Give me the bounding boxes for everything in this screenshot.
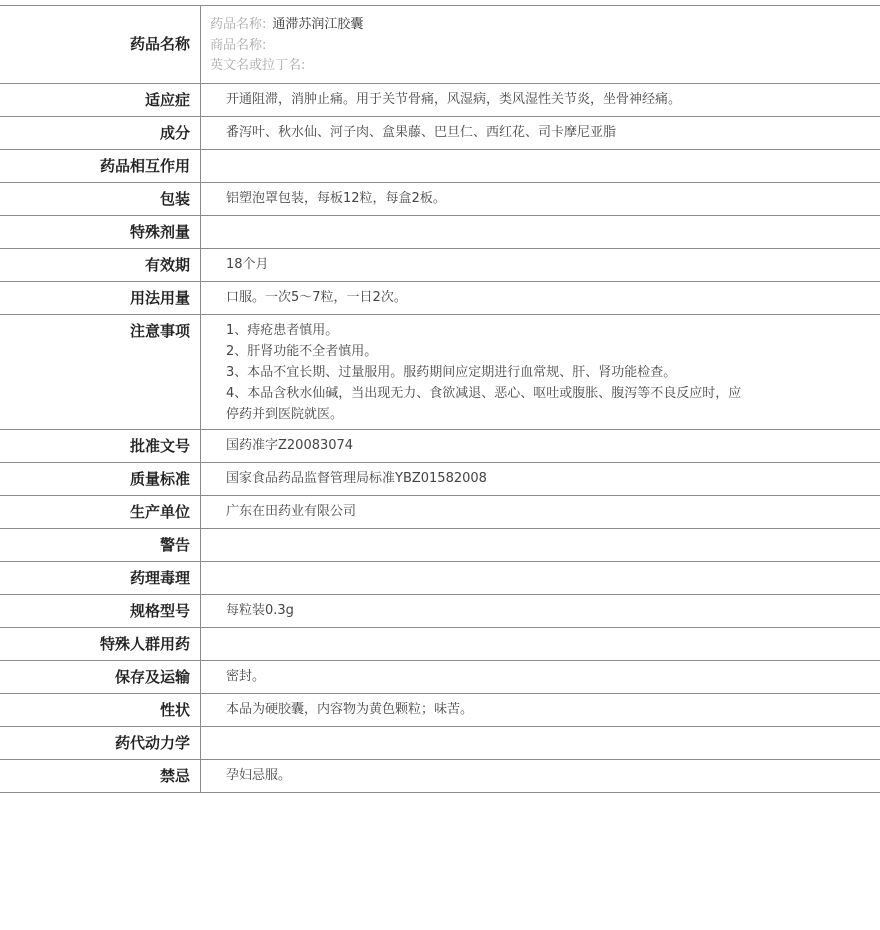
row-manufacturer [0,496,880,529]
value-special-groups [201,628,880,660]
label-special-groups: 特殊人群用药 [0,628,201,660]
label-description: 性状 [0,694,201,726]
precaution-line: 3、本品不宜长期、过量服用。服药期间应定期进行血常规、肝、肾功能检查。 [226,365,677,380]
row-pharmacokinetics [0,727,880,760]
row-quality-standard [0,463,880,496]
row-toxicology [0,562,880,595]
label-quality-standard: 质量标准 [0,463,201,495]
value-specification: 每粒装0.3g [226,603,294,618]
label-usage: 用法用量 [0,282,201,314]
label-interactions: 药品相互作用 [0,150,201,182]
label-manufacturer: 生产单位 [0,496,201,528]
value-precautions [201,315,786,429]
value-manufacturer: 广东在田药业有限公司 [226,504,357,519]
value-warning [201,529,880,561]
value-storage: 密封。 [226,669,266,684]
row-storage [0,661,880,694]
label-contraindications: 禁忌 [0,760,201,792]
label-shelf-life: 有效期 [0,249,201,281]
value-drug-name [201,6,880,83]
value-description: 本品为硬胶囊，内容物为黄色颗粒；味苦。 [226,702,474,717]
drug-info-table [0,5,880,793]
label-indications: 适应症 [0,84,201,116]
generic-name-key: 药品名称: [210,17,267,32]
row-drug-name [0,6,880,84]
value-quality-standard: 国家食品药品监督管理局标准YBZ01582008 [226,471,487,486]
trade-name-line [210,36,880,57]
row-special-dosage [0,216,880,249]
row-special-groups [0,628,880,661]
label-ingredients: 成分 [0,117,201,149]
label-drug-name: 药品名称 [0,6,201,83]
row-precautions [0,315,880,430]
value-ingredients: 番泻叶、秋水仙、河子肉、盒果藤、巴旦仁、西红花、司卡摩尼亚脂 [226,125,617,140]
label-special-dosage: 特殊剂量 [0,216,201,248]
row-warning [0,529,880,562]
value-special-dosage [201,216,880,248]
value-usage: 口服。一次5～7粒，一日2次。 [226,290,407,305]
row-interactions [0,150,880,183]
value-toxicology [201,562,880,594]
precaution-line: 1、痔疮患者慎用。 [226,323,339,338]
row-ingredients [0,117,880,150]
value-indications: 开通阻滞，消肿止痛。用于关节骨痛，风湿病，类风湿性关节炎，坐骨神经痛。 [226,92,682,107]
generic-name-value: 通滞苏润江胶囊 [272,17,364,32]
row-shelf-life [0,249,880,282]
value-contraindications: 孕妇忌服。 [226,768,292,783]
english-name-line [210,56,880,77]
row-approval-number [0,430,880,463]
label-specification: 规格型号 [0,595,201,627]
row-indications [0,84,880,117]
row-description [0,694,880,727]
row-packaging [0,183,880,216]
label-storage: 保存及运输 [0,661,201,693]
label-approval-number: 批准文号 [0,430,201,462]
label-precautions: 注意事项 [0,315,201,429]
value-pharmacokinetics [201,727,880,759]
trade-name-key: 商品名称: [210,37,267,53]
generic-name-line [210,15,880,36]
label-pharmacokinetics: 药代动力学 [0,727,201,759]
precaution-line: 2、肝肾功能不全者慎用。 [226,344,378,359]
value-approval-number: 国药准字Z20083074 [226,438,354,453]
precaution-line: 停药并到医院就医。 [226,407,344,422]
english-name-key: 英文名或拉丁名: [210,58,306,73]
value-interactions [201,150,880,182]
row-usage [0,282,880,315]
label-packaging: 包装 [0,183,201,215]
label-warning: 警告 [0,529,201,561]
row-contraindications [0,760,880,793]
value-packaging: 铝塑泡罩包装，每板12粒，每盒2板。 [226,191,446,206]
value-shelf-life: 18个月 [226,257,269,272]
precaution-line: 4、本品含秋水仙碱，当出现无力、食欲减退、恶心、呕吐或腹胀、腹泻等不良反应时，应 [226,386,742,401]
row-specification [0,595,880,628]
label-toxicology: 药理毒理 [0,562,201,594]
